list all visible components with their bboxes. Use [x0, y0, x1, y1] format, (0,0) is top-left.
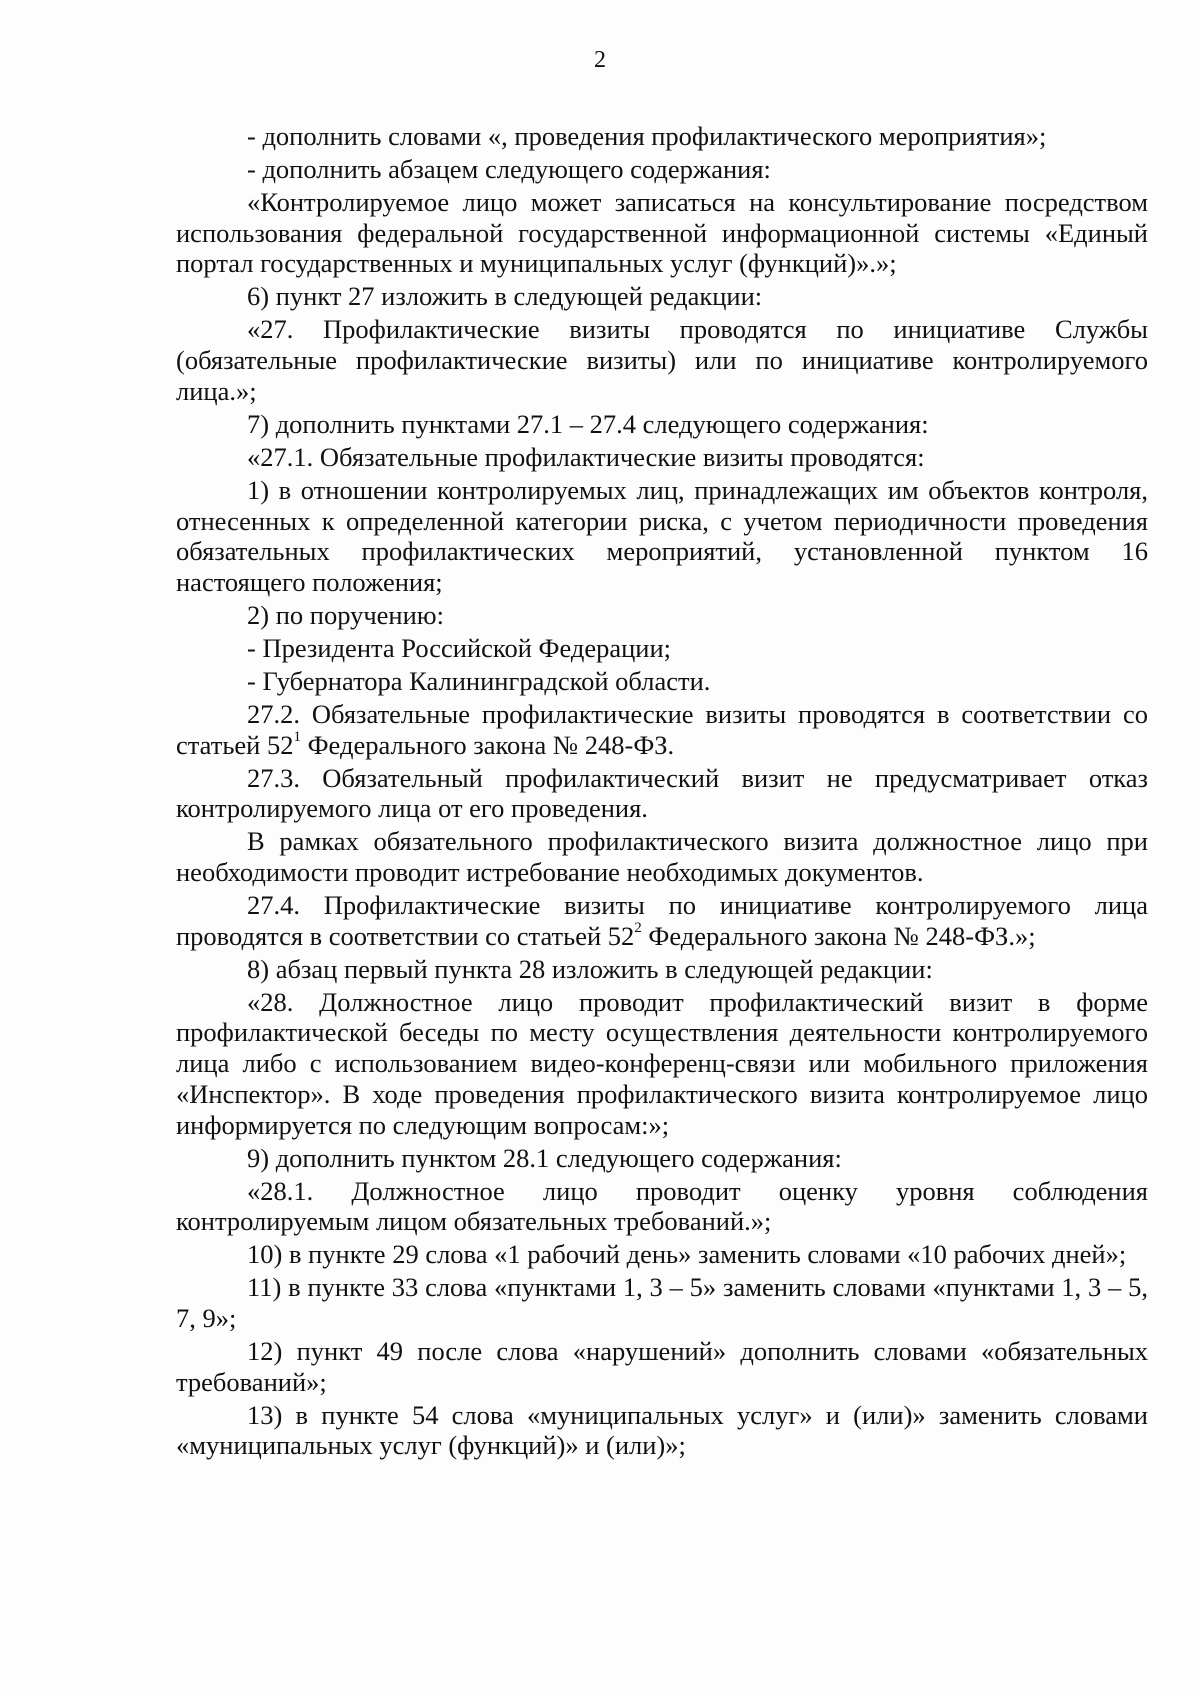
paragraph [176, 763, 1148, 824]
paragraph-text: 2) по поручению: [247, 599, 444, 630]
document-body [176, 121, 1148, 1463]
paragraph [176, 1239, 1148, 1270]
paragraph-text: 10) в пункте 29 слова «1 рабочий день» заменить словами «10 рабочих дней»; [247, 1239, 1127, 1270]
paragraph [176, 699, 1148, 760]
paragraph-text: - дополнить словами «, проведения профилактического мероприятия»; [247, 121, 1047, 151]
paragraph-text: 6) пункт 27 изложить в следующей редакции: [247, 281, 763, 312]
paragraph [176, 442, 1148, 473]
paragraph-text: - дополнить абзацем следующего содержания: [247, 154, 771, 184]
paragraph [176, 987, 1148, 1141]
paragraph [176, 666, 1148, 697]
paragraph-text: - Губернатора Калининградской области. [247, 665, 711, 696]
paragraph [176, 409, 1148, 440]
paragraph-text: 11) в пункте 33 слова «пунктами 1, 3 – 5» заменить словами «пунктами 1, 3 – 5, 7, 9»; [176, 1272, 1148, 1333]
superscript-marker: 2 [634, 919, 642, 936]
paragraph-text: «Контролируемое лицо может записаться на консультирование посредством использования федеральной государственной информационной системы «Единый портал государственных и муниципальных услуг (функций)».»; [176, 187, 1148, 279]
paragraph-text: «27. Профилактические визиты проводятся по инициативе Службы (обязательные профилактические визиты) или по инициативе контролируемого лица.»; [176, 314, 1148, 406]
paragraph-text: 27.4. Профилактические визиты по инициативе контролируемого лица проводятся в соответствии со статьей 52 [176, 890, 1148, 951]
paragraph [176, 890, 1148, 951]
page-number: 2 [594, 47, 606, 73]
paragraph [176, 954, 1148, 985]
paragraph-text: 1) в отношении контролируемых лиц, принадлежащих им объектов контроля, отнесенных к определенной категории риска, с учетом периодичности проведения обязательных профилактических мероприятий, установленной пунктом 16 настоящего положения; [176, 474, 1148, 597]
paragraph [176, 600, 1148, 631]
paragraph-text: 7) дополнить пунктами 27.1 – 27.4 следующего содержания: [247, 408, 929, 439]
paragraph-text-tail: Федерального закона № 248-ФЗ. [300, 729, 675, 760]
paragraph [176, 1272, 1148, 1333]
paragraph [176, 1143, 1148, 1174]
paragraph [176, 281, 1148, 312]
paragraph-text: «27.1. Обязательные профилактические визиты проводятся: [247, 441, 925, 472]
paragraph-text: 27.2. Обязательные профилактические визиты проводятся в соответствии со статьей 52 [176, 698, 1148, 760]
paragraph-text: 27.3. Обязательный профилактический визит не предусматривает отказ контролируемого лица от его проведения. [176, 762, 1148, 824]
paragraph [176, 1336, 1148, 1397]
paragraph [176, 314, 1148, 406]
paragraph-text: «28.1. Должностное лицо проводит оценку уровня соблюдения контролируемым лицом обязательных требований.»; [176, 1175, 1148, 1237]
paragraph [176, 121, 1148, 152]
superscript-marker: 1 [293, 728, 301, 745]
paragraph-text: «28. Должностное лицо проводит профилактический визит в форме профилактической беседы по месту осуществления деятельности контролируемого лица либо с использованием видео-конференц-связи или мобильного приложения «Инспектор». В ходе проведения профилактического визита контролируемое лицо информируется по следующим вопросам:»; [176, 986, 1148, 1140]
paragraph-text: 9) дополнить пунктом 28.1 следующего содержания: [247, 1142, 842, 1173]
paragraph-text: 13) в пункте 54 слова «муниципальных услуг» и (или)» заменить словами «муниципальных услуг (функций)» и (или)»; [176, 1399, 1148, 1461]
paragraph-text: 8) абзац первый пункта 28 изложить в следующей редакции: [247, 953, 933, 984]
paragraph-text-tail: Федерального закона № 248-ФЗ.»; [641, 920, 1036, 951]
paragraph [176, 187, 1148, 279]
paragraph [176, 1176, 1148, 1237]
paragraph [176, 633, 1148, 664]
paragraph [176, 475, 1148, 598]
paragraph [176, 826, 1148, 887]
paragraph [176, 154, 1148, 185]
paragraph [176, 1400, 1148, 1461]
paragraph-text: 12) пункт 49 после слова «нарушений» дополнить словами «обязательных требований»; [176, 1335, 1148, 1397]
paragraph-text: В рамках обязательного профилактического визита должностное лицо при необходимости проводит истребование необходимых документов. [176, 826, 1148, 888]
paragraph-text: - Президента Российской Федерации; [247, 632, 672, 663]
